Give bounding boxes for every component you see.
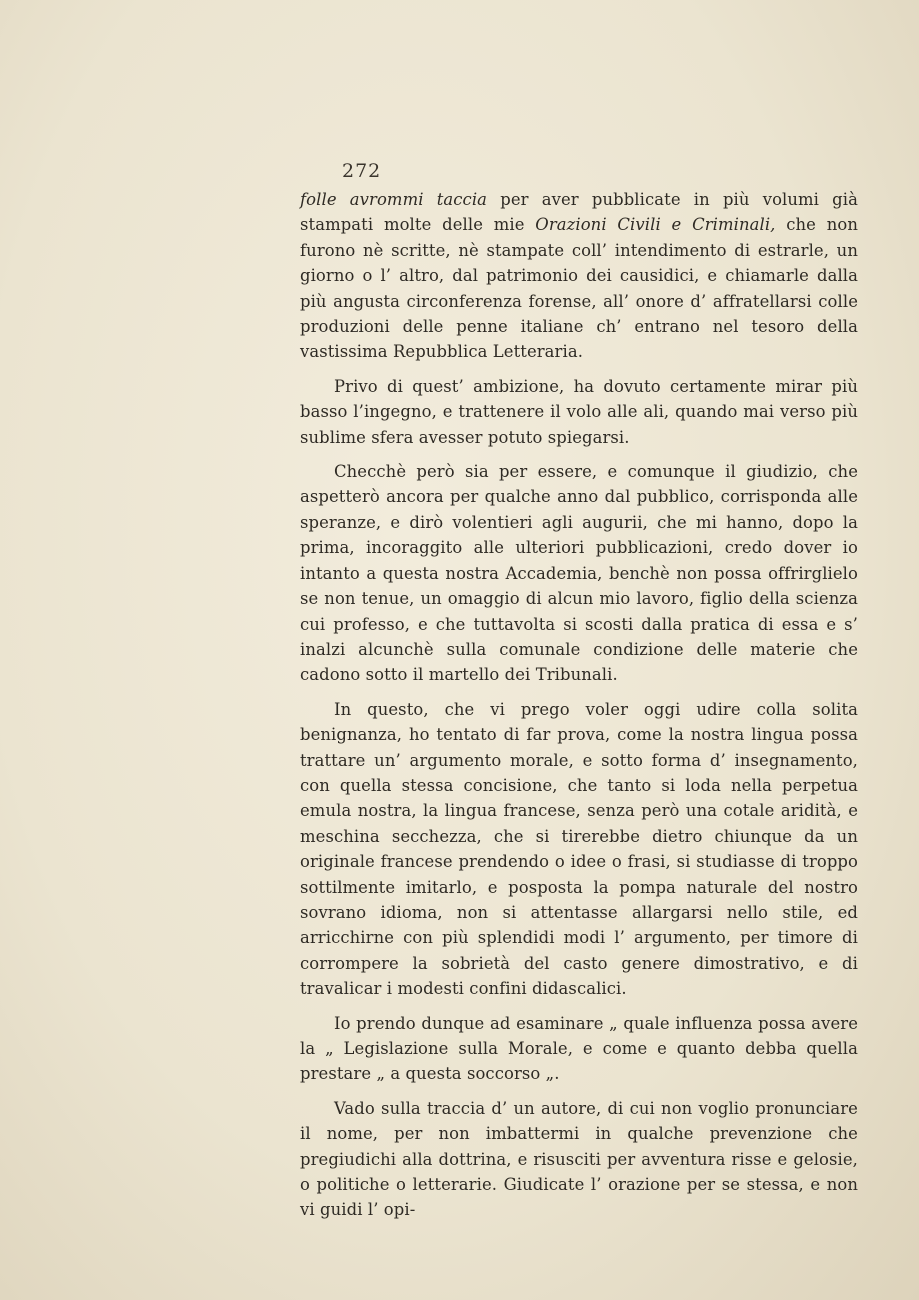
text-segment: per aver pubblicate in più volumi già stampati molte delle mie	[300, 190, 858, 235]
text-segment: che non furono nè scritte, nè stampate coll’ intendimento di estrarle, un giorno o l’ altro, dal patrimonio dei causidici, e chiamarle dalla più angusta circonferenza forense, all’ onore d’ affratellarsi colle produzioni delle penne italiane ch’ entrano nel tesoro della vastissima Repubblica Letteraria.	[300, 215, 859, 362]
text-segment: folle avrommi taccia	[300, 190, 488, 209]
paragraph	[300, 1011, 858, 1087]
text-segment: Orazioni Civili e Criminali,	[535, 215, 776, 235]
paragraph	[300, 459, 858, 688]
text-segment: Checchè però sia per essere, e comunque il giudizio, che aspetterò ancora per qualche anno dal pubblico, corrisponda alle speranze, e dirò volentieri agli augurii, che mi hanno, dopo la prima, incoraggito alle ulteriori pubblicazioni, credo dover io intanto a questa nostra Accademia, benchè non possa offrirglielo se non tenue, un omaggio di alcun mio lavoro, figlio della scienza cui professo, e che tuttavolta si scosti dalla pratica di essa e s’ inalzi alcunchè sulla comunale condizione delle materie che cadono sotto il martello dei Tribunali.	[300, 462, 858, 685]
paragraph	[300, 187, 858, 365]
text-segment: In questo, che vi prego voler oggi udire colla solita benignanza, ho tentato di far prova, come la nostra lingua possa trattare un’ argumento morale, e sotto forma d’ insegnamento, con quella stessa concisione, che tanto si loda nella perpetua emula nostra, la lingua francese, senza però una cotale aridità, e meschina secchezza, che si tirerebbe dietro chiunque da un originale francese prendendo o idee o frasi, si studiasse di troppo sottilmente imitarlo, e posposta la pompa naturale del nostro sovrano idioma, non si attentasse allargarsi nello stile, ed arricchirne con più splendidi modi l’ argumento, per timore di corrompere la sobrietà del casto genere dimostrativo, e di travalicar i modesti confini didascalici.	[300, 699, 858, 999]
text-segment: Vado sulla traccia d’ un autore, di cui non voglio pronunciare il nome, per non imbattermi in qualche prevenzione che pregiudichi alla dottrina, e risusciti per avventura risse e gelosie, o politiche o letterarie. Giudicate l’ orazione per se stessa, e non vi guidi l’ opi-	[300, 1098, 858, 1220]
text-segment: Privo di quest’ ambizione, ha dovuto certamente mirar più basso l’ingegno, e trattenere il volo alle ali, quando mai verso più sublime sfera avesser potuto spiegarsi.	[300, 376, 858, 447]
body-text	[300, 187, 858, 1223]
page-number: 272	[342, 160, 382, 182]
text-segment: Io prendo dunque ad esaminare „ quale influenza possa avere la „ Legislazione sulla Morale, e come e quanto debba quella prestare „ a questa soccorso „.	[300, 1013, 858, 1084]
paragraph	[300, 1096, 858, 1223]
paragraph	[300, 697, 858, 1002]
paragraph	[300, 374, 858, 450]
